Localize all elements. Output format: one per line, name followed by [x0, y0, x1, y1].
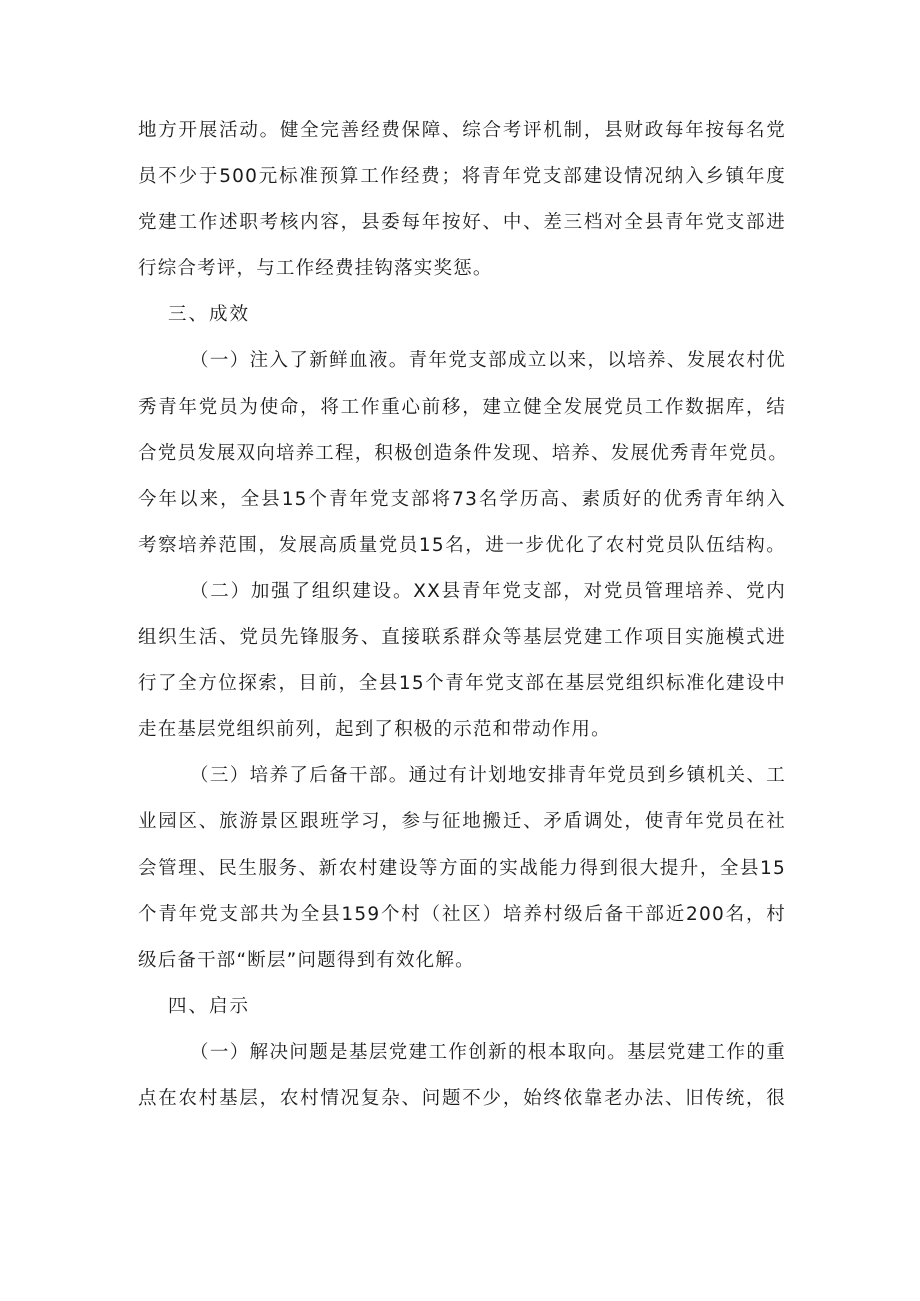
- text-line: 组织生活、党员先锋服务、直接联系群众等基层党建工作项目实施模式进: [138, 627, 786, 649]
- text-line: 员不少于500元标准预算工作经费；将青年党支部建设情况纳入乡镇年度: [138, 166, 786, 188]
- document-body: [138, 108, 789, 1122]
- text-line: 地方开展活动。健全完善经费保障、综合考评机制，县财政每年按每名党: [138, 120, 786, 141]
- text-line: 个青年党支部共为全县159个村（社区）培养村级后备干部近200名，村: [138, 903, 786, 925]
- text-line: 行了全方位探索，目前，全县15个青年党支部在基层党组织标准化建设中: [138, 673, 786, 695]
- section-heading-results: 三、成效: [168, 304, 251, 326]
- text-line: 点在农村基层，农村情况复杂、问题不少，始终依靠老办法、旧传统，很: [138, 1087, 786, 1109]
- text-line: 考察培养范围，发展高质量党员15名，进一步优化了农村党员队伍结构。: [138, 534, 786, 556]
- text-line: 走在基层党组织前列，起到了积极的示范和带动作用。: [138, 719, 611, 741]
- paragraph-organization: [138, 569, 786, 753]
- text-line: 业园区、旅游景区跟班学习，参与征地搬迁、矛盾调处，使青年党员在社: [138, 811, 786, 833]
- text-line: 党建工作述职考核内容，县委每年按好、中、差三档对全县青年党支部进: [138, 212, 786, 234]
- text-line: 今年以来，全县15个青年党支部将73名学历高、素质好的优秀青年纳入: [138, 488, 786, 510]
- paragraph-solving-problems: [138, 1030, 786, 1122]
- text-line: 级后备干部“断层”问题得到有效化解。: [138, 949, 475, 971]
- text-line: （三）培养了后备干部。通过有计划地安排青年党员到乡镇机关、工: [190, 765, 786, 787]
- paragraph-new-blood: [138, 338, 789, 568]
- section-heading-insights: 四、启示: [168, 995, 251, 1017]
- paragraph-reserve-cadres: [138, 753, 786, 983]
- text-line: （二）加强了组织建设。XX县青年党支部，对党员管理培养、党内: [190, 580, 786, 602]
- text-line: 行综合考评，与工作经费挂钩落实奖惩。: [138, 258, 493, 280]
- text-line: （一）注入了新鲜血液。青年党支部成立以来，以培养、发展农村优: [190, 350, 786, 372]
- text-line: 秀青年党员为使命，将工作重心前移，建立健全发展党员工作数据库，结: [138, 396, 786, 418]
- paragraph-funding: [138, 108, 786, 292]
- text-line: （一）解决问题是基层党建工作创新的根本取向。基层党建工作的重: [190, 1041, 786, 1063]
- text-line: 合党员发展双向培养工程，积极创造条件发现、培养、发展优秀青年党员。: [138, 442, 789, 464]
- text-line: 会管理、民生服务、新农村建设等方面的实战能力得到很大提升，全县15: [138, 857, 786, 879]
